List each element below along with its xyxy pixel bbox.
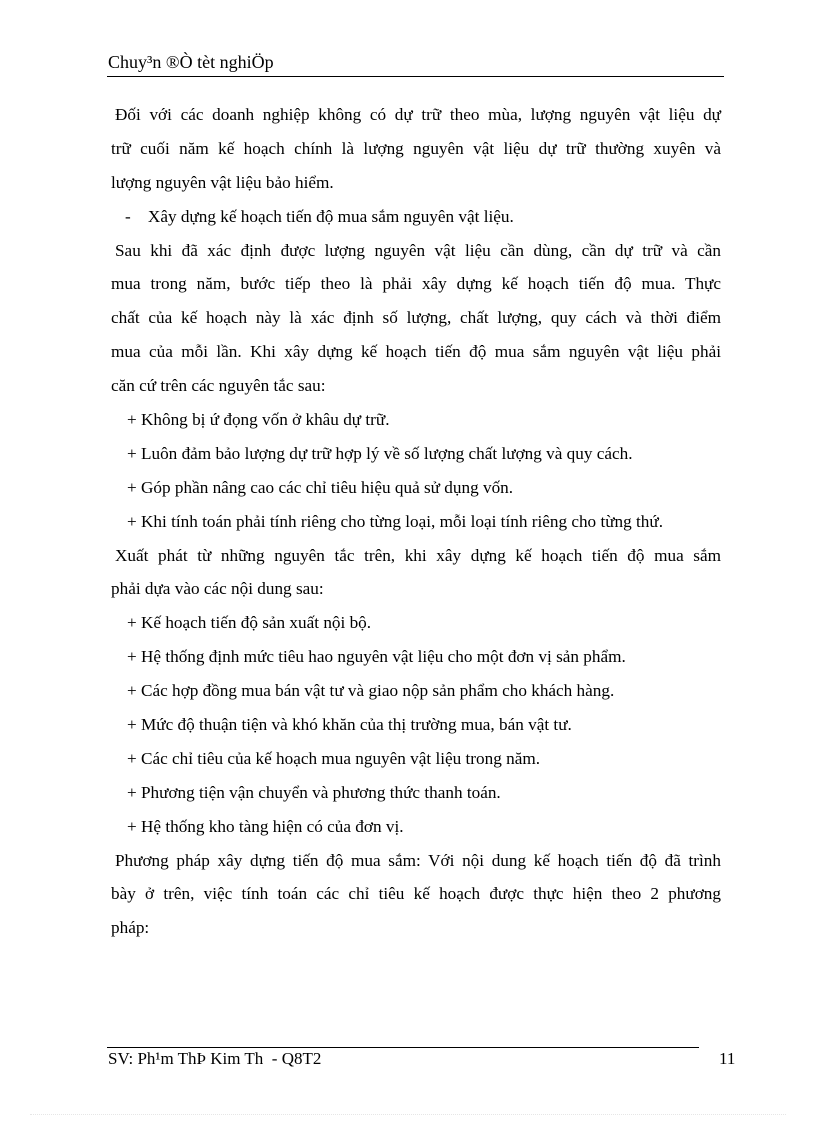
- page-number: 11: [719, 1049, 736, 1068]
- running-header: Chuy³n ®Ò tèt nghiÖp: [108, 52, 274, 72]
- list-item: + Phương tiện vận chuyển và phương thức thanh toán.: [127, 782, 501, 802]
- list-item: + Khi tính toán phải tính riêng cho từng loại, mỗi loại tính riêng cho từng thứ.: [127, 511, 664, 531]
- header-rule: [107, 76, 724, 77]
- paragraph-line: pháp:: [111, 918, 150, 938]
- paragraph-line: trữ cuối năm kế hoạch chính là lượng nguyên vật liệu dự trữ thường xuyên và: [111, 138, 721, 158]
- paragraph-line: phải dựa vào các nội dung sau:: [111, 579, 324, 599]
- list-item: + Hệ thống kho tàng hiện có của đơn vị.: [127, 816, 404, 836]
- list-item: + Các hợp đồng mua bán vật tư và giao nộp sản phẩm cho khách hàng.: [127, 681, 615, 701]
- list-item: + Góp phần nâng cao các chỉ tiêu hiệu quả sử dụng vốn.: [127, 477, 514, 497]
- paragraph-line: căn cứ trên các nguyên tắc sau:: [111, 376, 326, 396]
- page-edge-divider: [30, 1114, 786, 1115]
- paragraph-line: bày ở trên, việc tính toán các chỉ tiêu kế hoạch được thực hiện theo 2 phương: [111, 884, 721, 904]
- paragraph-line: Xuất phát từ những nguyên tắc trên, khi xây dựng kế hoạch tiến độ mua sắm: [115, 545, 721, 565]
- paragraph-line: Phương pháp xây dựng tiến độ mua sắm: Với nội dung kế hoạch tiến độ đã trình: [115, 850, 721, 870]
- paragraph-line: Sau khi đã xác định được lượng nguyên vật liệu cần dùng, cần dự trữ và cần: [115, 240, 721, 260]
- list-item: + Kế hoạch tiến độ sản xuất nội bộ.: [127, 613, 372, 633]
- body-text: [111, 98, 721, 945]
- list-item: + Luôn đảm bảo lượng dự trữ hợp lý về số lượng chất lượng và quy cách.: [127, 443, 633, 463]
- footer-student: SV: Ph¹m ThÞ Kim Th - Q8T2: [108, 1049, 322, 1068]
- list-item: + Hệ thống định mức tiêu hao nguyên vật liệu cho một đơn vị sản phẩm.: [127, 647, 626, 667]
- list-item: + Các chỉ tiêu của kế hoạch mua nguyên vật liệu trong năm.: [127, 748, 540, 768]
- list-item: + Mức độ thuận tiện và khó khăn của thị trường mua, bán vật tư.: [127, 715, 572, 735]
- list-item: + Không bị ứ đọng vốn ở khâu dự trữ.: [127, 410, 390, 430]
- bullet-heading: - Xây dựng kế hoạch tiến độ mua sắm nguyên vật liệu.: [125, 206, 514, 226]
- paragraph-line: Đối với các doanh nghiệp không có dự trữ theo mùa, lượng nguyên vật liệu dự: [115, 105, 721, 124]
- paragraph-line: mua của mỗi lần. Khi xây dựng kế hoạch tiến độ mua sắm nguyên vật liệu phải: [111, 342, 721, 362]
- paragraph-line: lượng nguyên vật liệu bảo hiểm.: [111, 172, 334, 192]
- footer-rule: [107, 1047, 699, 1048]
- paragraph-line: chất của kế hoạch này là xác định số lượng, chất lượng, quy cách và thời điểm: [111, 308, 721, 328]
- paragraph-line: mua trong năm, bước tiếp theo là phải xây dựng kế hoạch tiến độ mua. Thực: [111, 274, 721, 294]
